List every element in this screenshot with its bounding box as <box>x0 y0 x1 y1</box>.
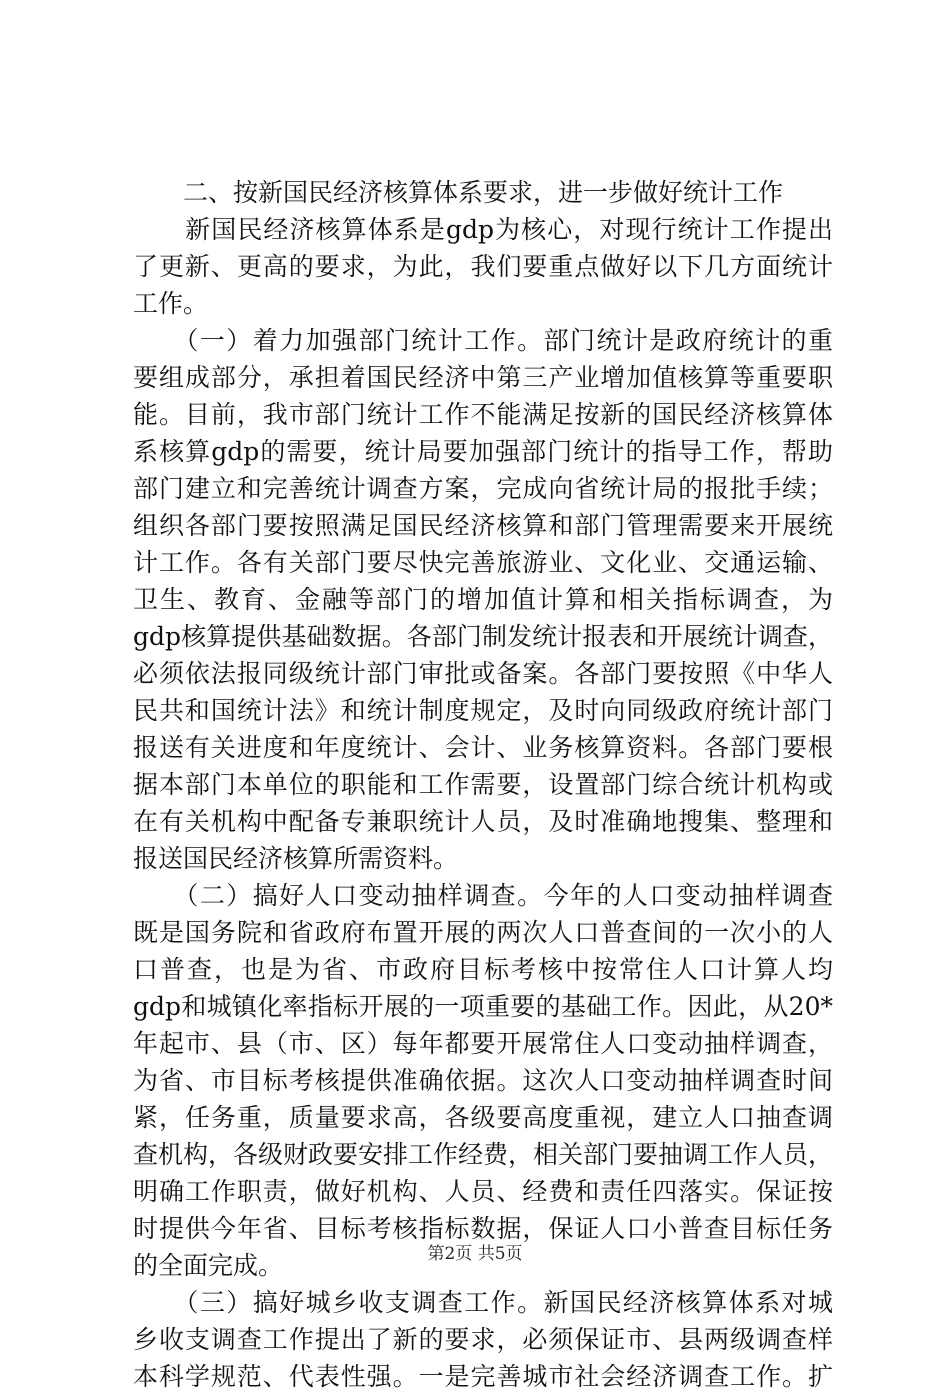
text-line: 系核算gdp的需要，统计局要加强部门统计的指导工作，帮助 <box>133 437 833 466</box>
text-line: 报送有关进度和年度统计、会计、业务核算资料。各部门要根 <box>133 733 833 762</box>
text-line: （三）搞好城乡收支调查工作。新国民经济核算体系对城 <box>133 1288 833 1317</box>
text-line: 卫生、教育、金融等部门的增加值计算和相关指标调查，为 <box>133 585 833 614</box>
text-line: 工作。 <box>133 289 209 318</box>
text-line: 能。目前，我市部门统计工作不能满足按新的国民经济核算体 <box>133 400 833 429</box>
text-line: 在有关机构中配备专兼职统计人员，及时准确地搜集、整理和 <box>133 807 833 836</box>
text-line: 年起市、县（市、区）每年都要开展常住人口变动抽样调查， <box>133 1029 833 1058</box>
text-line: 新国民经济核算体系是gdp为核心，对现行统计工作提出 <box>133 215 833 244</box>
text-line: 二、按新国民经济核算体系要求，进一步做好统计工作 <box>133 178 784 207</box>
text-line: 本科学规范、代表性强。一是完善城市社会经济调查工作。扩 <box>133 1362 833 1391</box>
text-line: 据本部门本单位的职能和工作需要，设置部门综合统计机构或 <box>133 770 833 799</box>
text-line: 计工作。各有关部门要尽快完善旅游业、文化业、交通运输、 <box>133 548 833 577</box>
text-line: （一）着力加强部门统计工作。部门统计是政府统计的重 <box>133 326 833 355</box>
text-line: 明确工作职责，做好机构、人员、经费和责任四落实。保证按 <box>133 1177 833 1206</box>
text-line: 查机构，各级财政要安排工作经费，相关部门要抽调工作人员， <box>133 1140 833 1169</box>
text-line: gdp和城镇化率指标开展的一项重要的基础工作。因此，从20* <box>133 992 833 1021</box>
text-line: 时提供今年省、目标考核指标数据，保证人口小普查目标任务 <box>133 1214 833 1243</box>
text-line: 乡收支调查工作提出了新的要求，必须保证市、县两级调查样 <box>133 1325 833 1354</box>
text-line: 报送国民经济核算所需资料。 <box>133 844 459 873</box>
text-line: 民共和国统计法》和统计制度规定，及时向同级政府统计部门 <box>133 696 833 725</box>
text-line: 的全面完成。 <box>133 1251 284 1280</box>
text-line: 组织各部门要按照满足国民经济核算和部门管理需要来开展统 <box>133 511 833 540</box>
text-line: （二）搞好人口变动抽样调查。今年的人口变动抽样调查 <box>133 881 833 910</box>
text-line: 要组成部分，承担着国民经济中第三产业增加值核算等重要职 <box>133 363 833 392</box>
text-line: 必须依法报同级统计部门审批或备案。各部门要按照《中华人 <box>133 659 833 688</box>
body-text <box>133 174 833 1395</box>
text-line: 部门建立和完善统计调查方案，完成向省统计局的报批手续； <box>133 474 833 503</box>
text-line: 口普查，也是为省、市政府目标考核中按常住人口计算人均 <box>133 955 833 984</box>
page-footer: 第2页 共5页 <box>427 1244 523 1264</box>
text-line: 了更新、更高的要求，为此，我们要重点做好以下几方面统计 <box>133 252 833 281</box>
text-line: 为省、市目标考核提供准确依据。这次人口变动抽样调查时间 <box>133 1066 833 1095</box>
text-line: 既是国务院和省政府布置开展的两次人口普查间的一次小的人 <box>133 918 833 947</box>
text-line: gdp核算提供基础数据。各部门制发统计报表和开展统计调查， <box>133 622 833 651</box>
text-line: 紧，任务重，质量要求高，各级要高度重视，建立人口抽查调 <box>133 1103 833 1132</box>
